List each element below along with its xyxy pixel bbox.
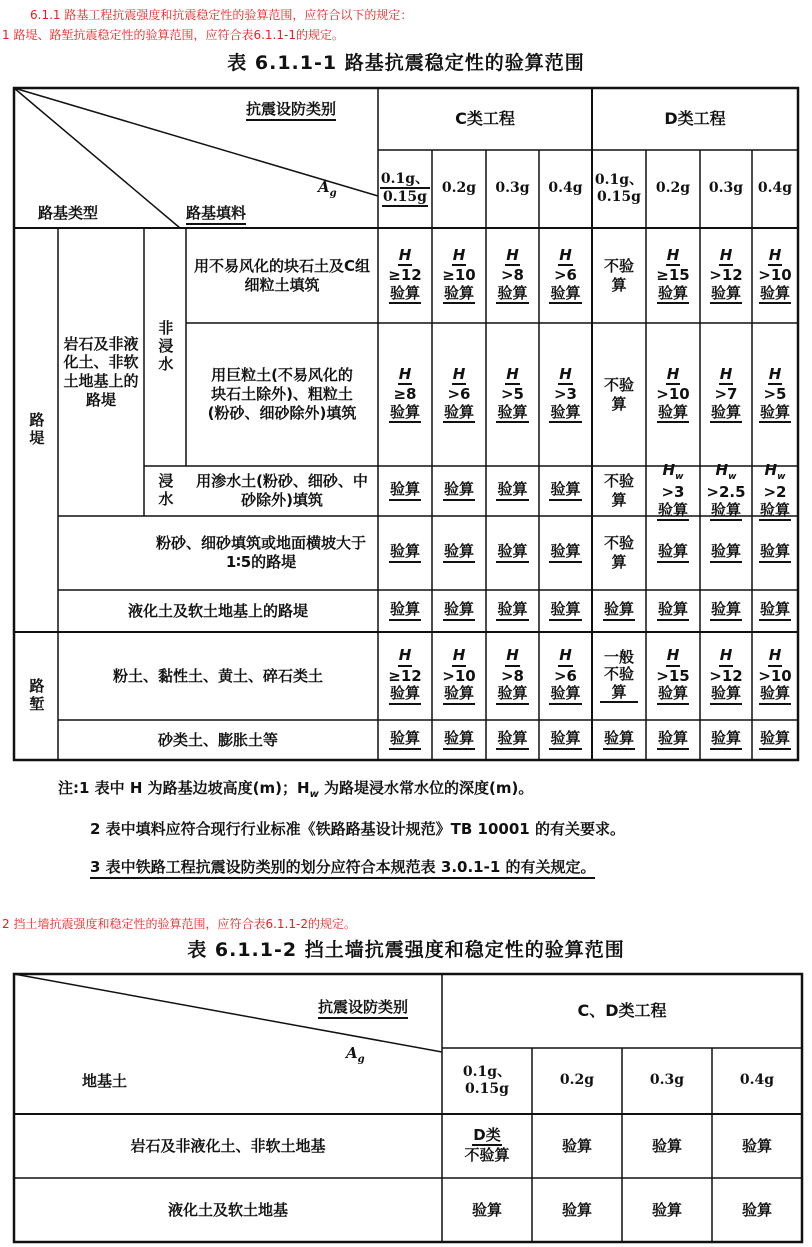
table1-cell-r1-0: H ≥12 验算	[378, 228, 432, 323]
table1-cell-r5-7: 验算	[752, 590, 798, 632]
table2-liq-0.4: 验算	[741, 1200, 772, 1219]
table1-ag-label: $A_g$	[318, 178, 337, 199]
table1-cell-r6-3: H >6 验算	[539, 632, 592, 720]
table1-fill1-label: 用不易风化的块石土及C组细粒土填筑	[193, 256, 370, 294]
table1-cell-r4-5: 验算	[646, 516, 700, 590]
table2-group: C、D类工程	[577, 1001, 667, 1020]
table1-cell-r1-6: H >12 验算	[700, 228, 752, 323]
table1-cell-r1-3: H >6 验算	[539, 228, 592, 323]
table1-note-3: 3 表中铁路工程抗震设防类别的划分应符合本规范表 3.0.1-1 的有关规定。	[90, 856, 595, 879]
table1-non-soak-label: 非浸水	[156, 320, 175, 374]
table1-cell-r7-3: 验算	[539, 720, 592, 760]
table1-cell-r6-7: H >10 验算	[752, 632, 798, 720]
table1-cell-r3-5: $H_w$ >3 验算	[646, 466, 700, 516]
table1-cell-r2-2: H >5 验算	[486, 323, 539, 466]
table1-ag-d-0.4: 0.4g	[757, 180, 793, 197]
table1-cut1-label: 粉土、黏性土、黄土、碎石类土	[112, 666, 323, 685]
table2-liq-0.1: 验算	[471, 1200, 502, 1219]
table1-cell-r3-7: $H_w$ >2 验算	[752, 466, 798, 516]
table1-cell-r2-0: H ≥8 验算	[378, 323, 432, 466]
table1-cell-r4-6: 验算	[700, 516, 752, 590]
table1-cell-r3-1: 验算	[432, 466, 486, 516]
intro-line-2: 1 路堤、路堑抗震稳定性的验算范围，应符合表6.1.1-1的规定。	[2, 28, 344, 42]
table1-cell-r2-1: H >6 验算	[432, 323, 486, 466]
table1-cell-r7-6: 验算	[700, 720, 752, 760]
table1-cell-r5-5: 验算	[646, 590, 700, 632]
table1-design-class-label: 抗震设防类别	[246, 98, 336, 121]
table1-cut-label: 路堑	[27, 678, 46, 714]
table1-embankment-label: 路堤	[27, 412, 46, 448]
table1-cell-r4-3: 验算	[539, 516, 592, 590]
table1-cell-r1-5: H ≥15 验算	[646, 228, 700, 323]
table1-cell-r5-6: 验算	[700, 590, 752, 632]
table1-cell-r7-4: 验算	[592, 720, 646, 760]
table1-cell-r6-2: H >8 验算	[486, 632, 539, 720]
table1-ag-c-0.4: 0.4g	[548, 180, 583, 197]
table1-cell-r4-1: 验算	[432, 516, 486, 590]
table1-fill3-label: 用渗水土(粉砂、细砂、中砂除外)填筑	[196, 472, 368, 509]
table1-cell-r6-1: H >10 验算	[432, 632, 486, 720]
table1-liquefied-label: 液化土及软土地基上的路堤	[127, 601, 308, 620]
table1-group-c: C类工程	[455, 109, 515, 128]
table1-cut2-label: 砂类土、膨胀土等	[157, 730, 278, 749]
table1-subgrade-type-label: 路基类型	[38, 204, 99, 222]
table1-cell-r7-5: 验算	[646, 720, 700, 760]
table2-rock-0.3: 验算	[651, 1136, 682, 1155]
table1-note-2: 2 表中填料应符合现行行业标准《铁路路基设计规范》TB 10001 的有关要求。	[90, 820, 625, 838]
table1-cell-r7-2: 验算	[486, 720, 539, 760]
table1-cell-r3-6: $H_w$ >2.5 验算	[700, 466, 752, 516]
table1-cell-r4-4: 不验算	[603, 534, 634, 571]
table1-cell-r2-3: H >3 验算	[539, 323, 592, 466]
table1-cell-r2-4: 不验算	[603, 375, 634, 413]
table1-cell-r4-7: 验算	[752, 516, 798, 590]
table1-caption: 表 6.1.1-1 路基抗震稳定性的验算范围	[227, 52, 585, 74]
table1-cell-r1-4: 不验算	[603, 256, 634, 294]
table1-cell-r6-4: 一般不验算	[592, 632, 646, 720]
table1-cell-r2-6: H >7 验算	[700, 323, 752, 466]
table2-row-rock-label: 岩石及非液化土、非软土地基	[130, 1136, 326, 1155]
table1-cell-r2-7: H >5 验算	[752, 323, 798, 466]
table2-rock-0.4: 验算	[741, 1136, 772, 1155]
table1-cell-r7-7: 验算	[752, 720, 798, 760]
table1-cell-r1-1: H ≥10 验算	[432, 228, 486, 323]
table1-note-1: 注:1 表中 H 为路基边坡高度(m)；$H_w$ 为路堤浸水常水位的深度(m)。	[58, 779, 534, 800]
table2-ag-0.3: 0.3g	[649, 1072, 685, 1089]
table1-ag-c-0.3: 0.3g	[495, 180, 530, 197]
table1-ag-d-0.3: 0.3g	[708, 180, 744, 197]
table1-cell-r6-6: H >12 验算	[700, 632, 752, 720]
table1-cell-r5-1: 验算	[432, 590, 486, 632]
table1-cell-r6-0: H ≥12 验算	[378, 632, 432, 720]
table1-cell-r3-2: 验算	[486, 466, 539, 516]
table2-rock-0.1: D类 不验算	[464, 1126, 510, 1165]
table2-foundation-label: 地基土	[82, 1072, 128, 1090]
table1-ag-c-0.1: 0.1g、 0.15g	[378, 150, 432, 228]
table1-cell-r5-0: 验算	[378, 590, 432, 632]
table1-cell-r1-2: H >8 验算	[486, 228, 539, 323]
table1-cell-r5-2: 验算	[486, 590, 539, 632]
table1-fill2-label: 用巨粒土(不易风化的块石土除外)、粗粒土(粉砂、细砂除外)填筑	[207, 366, 357, 422]
table2-ag-0.2: 0.2g	[559, 1072, 595, 1089]
table2-ag-label: $A_g$	[346, 1044, 365, 1065]
table1-cell-r3-0: 验算	[378, 466, 432, 516]
table1-ag-c-0.2: 0.2g	[441, 180, 477, 197]
table1-cell-r7-0: 验算	[378, 720, 432, 760]
table1-cell-r1-7: H >10 验算	[752, 228, 798, 323]
table2-ag-0.4: 0.4g	[739, 1072, 775, 1089]
table1-cell-r4-0: 验算	[378, 516, 432, 590]
intro-line-3: 2 挡土墙抗震强度和稳定性的验算范围，应符合表6.1.1-2的规定。	[2, 917, 356, 931]
table2-ag-0.1: 0.1g、 0.15g	[462, 1063, 512, 1097]
intro-line-1: 6.1.1 路基工程抗震强度和抗震稳定性的验算范围，应符合以下的规定：	[30, 8, 413, 22]
table1-cell-r3-4: 不验算	[603, 472, 634, 509]
table1-ag-d-0.1: 0.1g、 0.15g	[594, 171, 644, 205]
table1-cell-r6-5: H >15 验算	[646, 632, 700, 720]
table1-cell-r2-5: H >10 验算	[646, 323, 700, 466]
table2-caption: 表 6.1.1-2 挡土墙抗震强度和稳定性的验算范围	[187, 939, 625, 961]
table1-ag-d-0.2: 0.2g	[655, 180, 691, 197]
table2-rock-0.2: 验算	[561, 1136, 592, 1155]
table1-cell-r3-3: 验算	[539, 466, 592, 516]
table1-cell-r5-3: 验算	[539, 590, 592, 632]
table2-row-liquefied-label: 液化土及软土地基	[167, 1200, 288, 1219]
table1-group-d: D类工程	[664, 109, 726, 128]
table1-rock-group-label: 岩石及非液化土、非软土地基上的路堤	[63, 334, 139, 409]
table1-cell-r7-1: 验算	[432, 720, 486, 760]
table2-design-class-label: 抗震设防类别	[318, 996, 408, 1019]
table1-soak-label: 浸水	[156, 473, 175, 509]
table1-fill4-label: 粉砂、细砂填筑或地面横坡大于1∶5的路堤	[156, 534, 367, 571]
table1-cell-r5-4: 验算	[592, 590, 646, 632]
table1-cell-r4-2: 验算	[486, 516, 539, 590]
table2-liq-0.2: 验算	[561, 1200, 592, 1219]
table2-liq-0.3: 验算	[651, 1200, 682, 1219]
table1-fill-label: 路基填料	[186, 202, 246, 225]
